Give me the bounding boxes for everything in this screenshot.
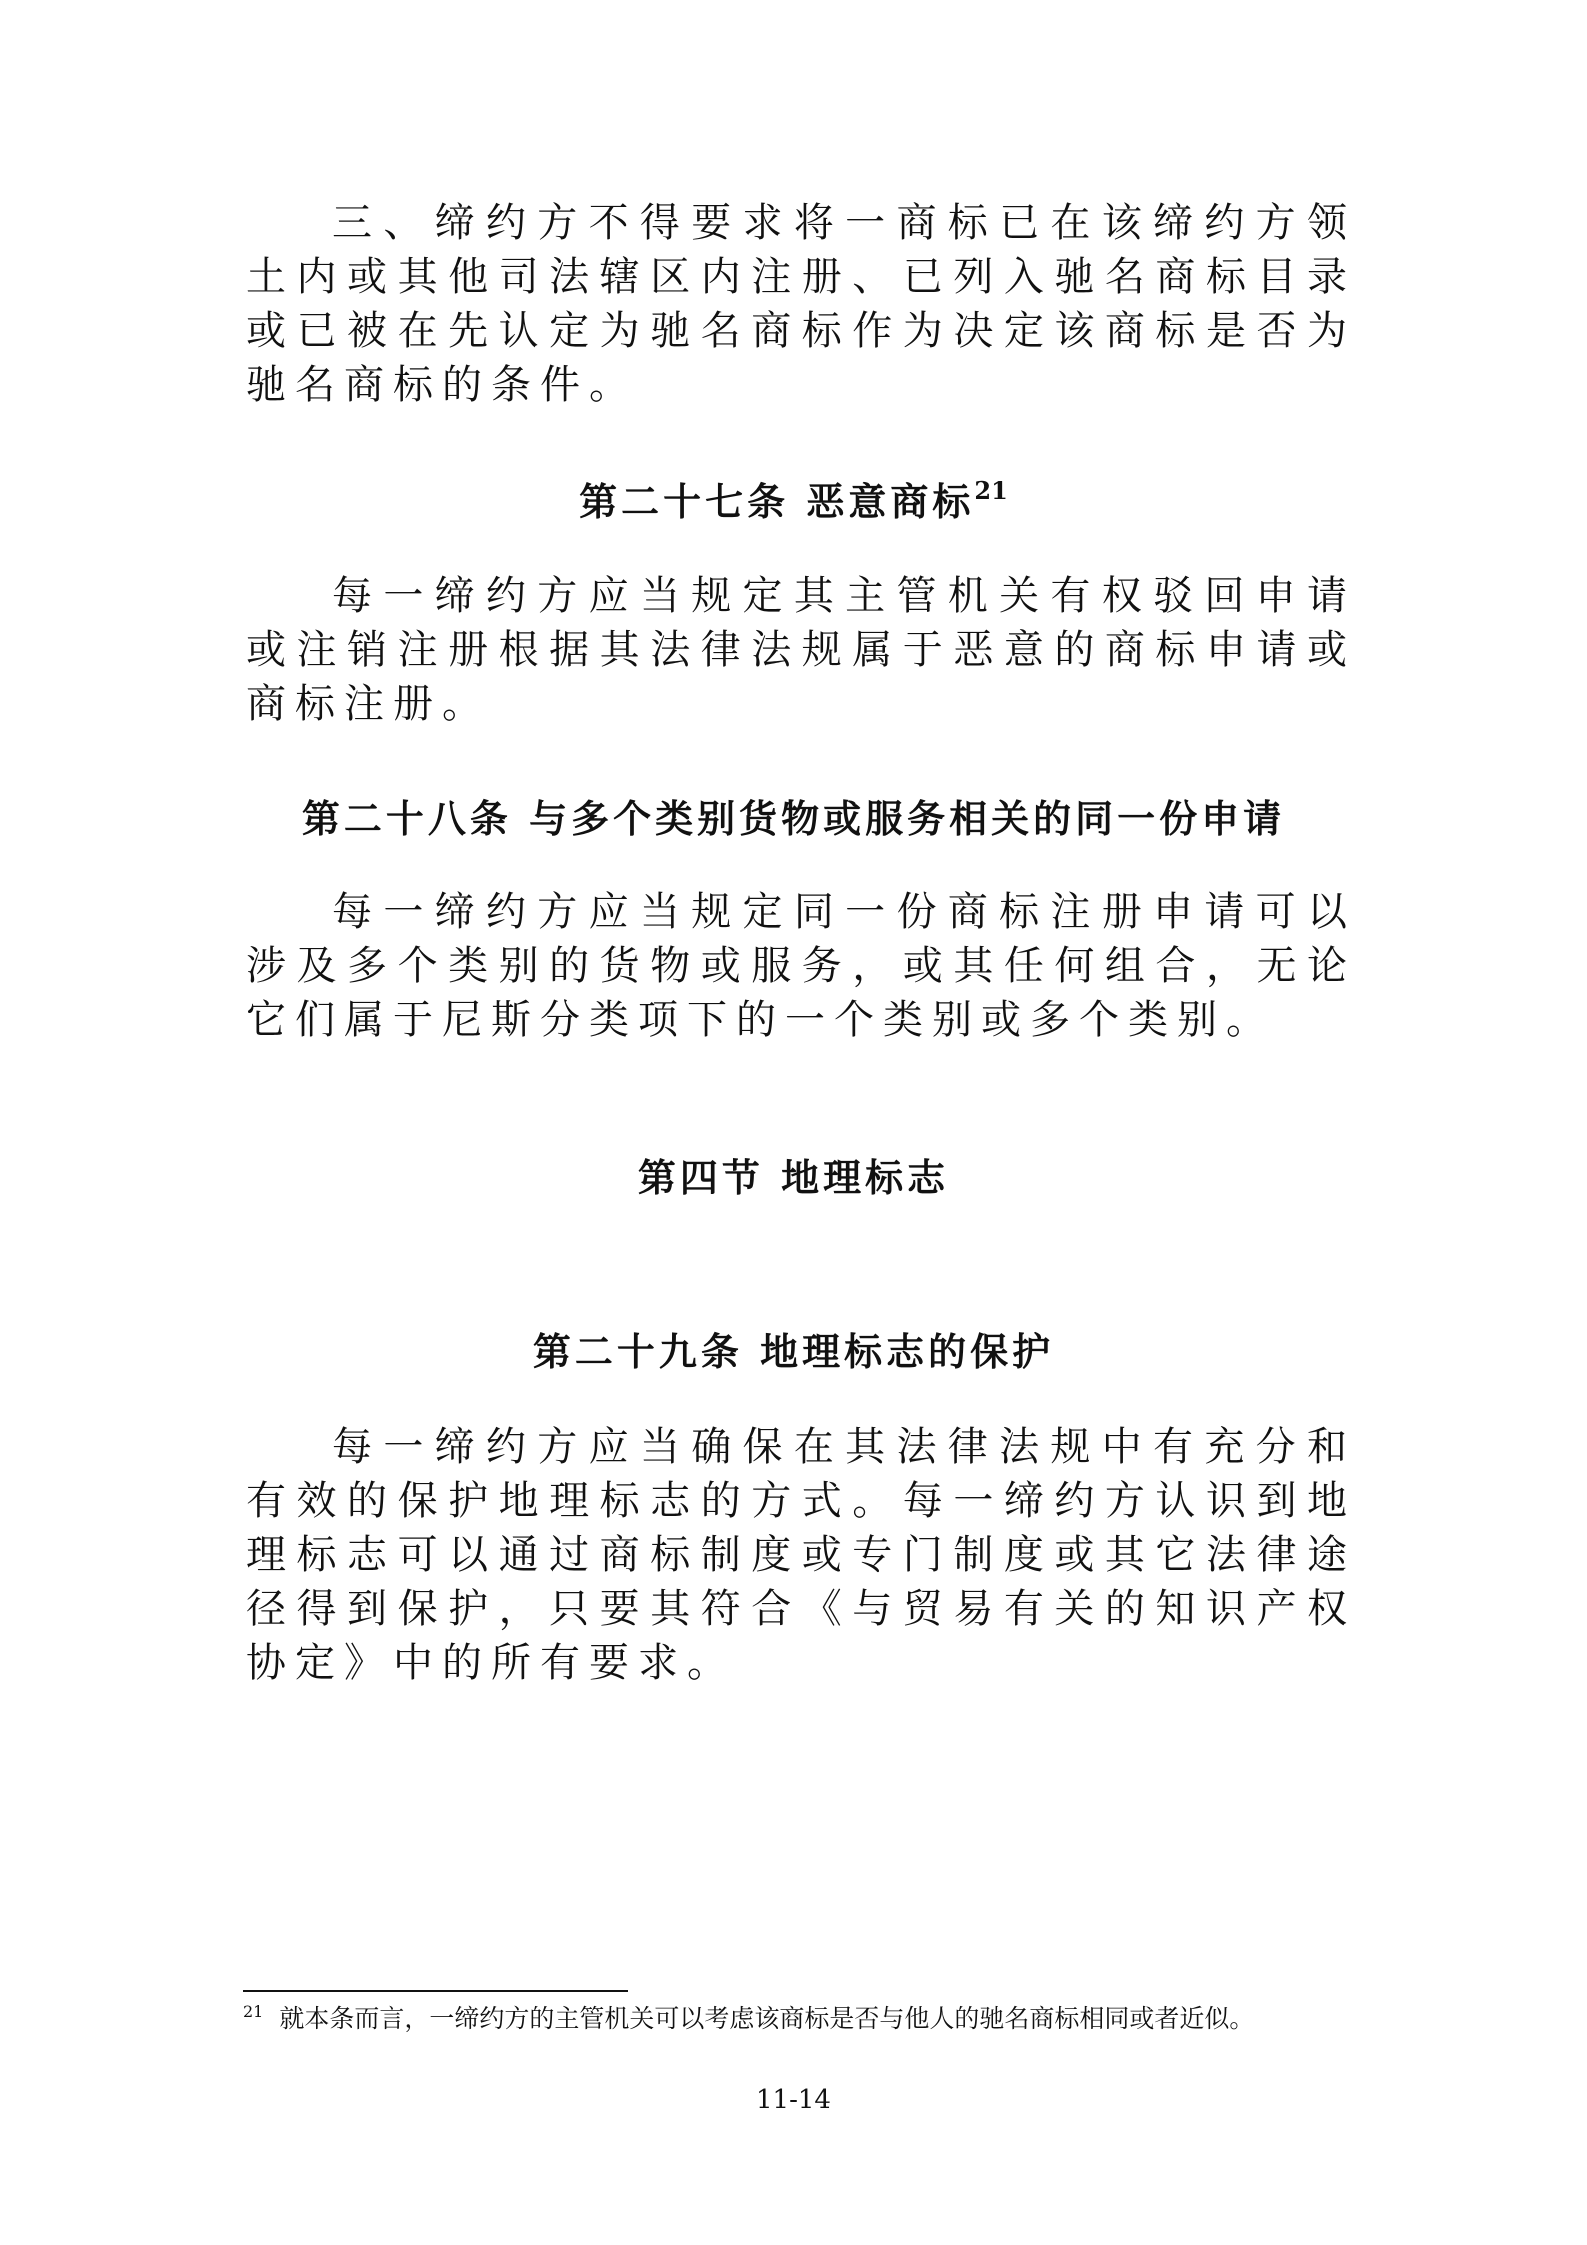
article-29-body: 每一缔约方应当确保在其法律法规中有充分和有效的保护地理标志的方式。每一缔约方认识到地理标志可以通过商标制度或专门制度或其它法律途径得到保护，只要其符合《与贸易有关的知识产权协定》中的所有要求。	[246, 1424, 1356, 1686]
footnote-ref-21[interactable]: 21	[974, 476, 1008, 505]
article-29-heading: 第二十九条 地理标志的保护	[532, 1330, 1055, 1374]
section-4-heading: 第四节 地理标志	[637, 1156, 950, 1200]
footnote-text: 就本条而言，一缔约方的主管机关可以考虑该商标是否与他人的驰名商标相同或者近似。	[279, 2004, 1255, 2033]
article-27-heading	[0, 475, 1587, 529]
paragraph-27-3: 三、缔约方不得要求将一商标已在该缔约方领土内或其他司法辖区内注册、已列入驰名商标目录或已被在先认定为驰名商标作为决定该商标是否为驰名商标的条件。	[246, 200, 1356, 408]
article-28-body: 每一缔约方应当规定同一份商标注册申请可以涉及多个类别的货物或服务，或其任何组合，无论它们属于尼斯分类项下的一个类别或多个类别。	[246, 889, 1356, 1043]
article-27-heading-text: 第二十七条 恶意商标	[579, 480, 975, 524]
article-27-body: 每一缔约方应当规定其主管机关有权驳回申请或注销注册根据其法律法规属于恶意的商标申请或商标注册。	[246, 573, 1356, 727]
article-28-heading: 第二十八条 与多个类别货物或服务相关的同一份申请	[301, 797, 1286, 841]
footnote-mark: 21	[243, 2002, 264, 2021]
page-number: 11-14	[756, 2085, 831, 2115]
footnote-21	[243, 2002, 1363, 2036]
footnote-divider	[243, 1990, 628, 1992]
